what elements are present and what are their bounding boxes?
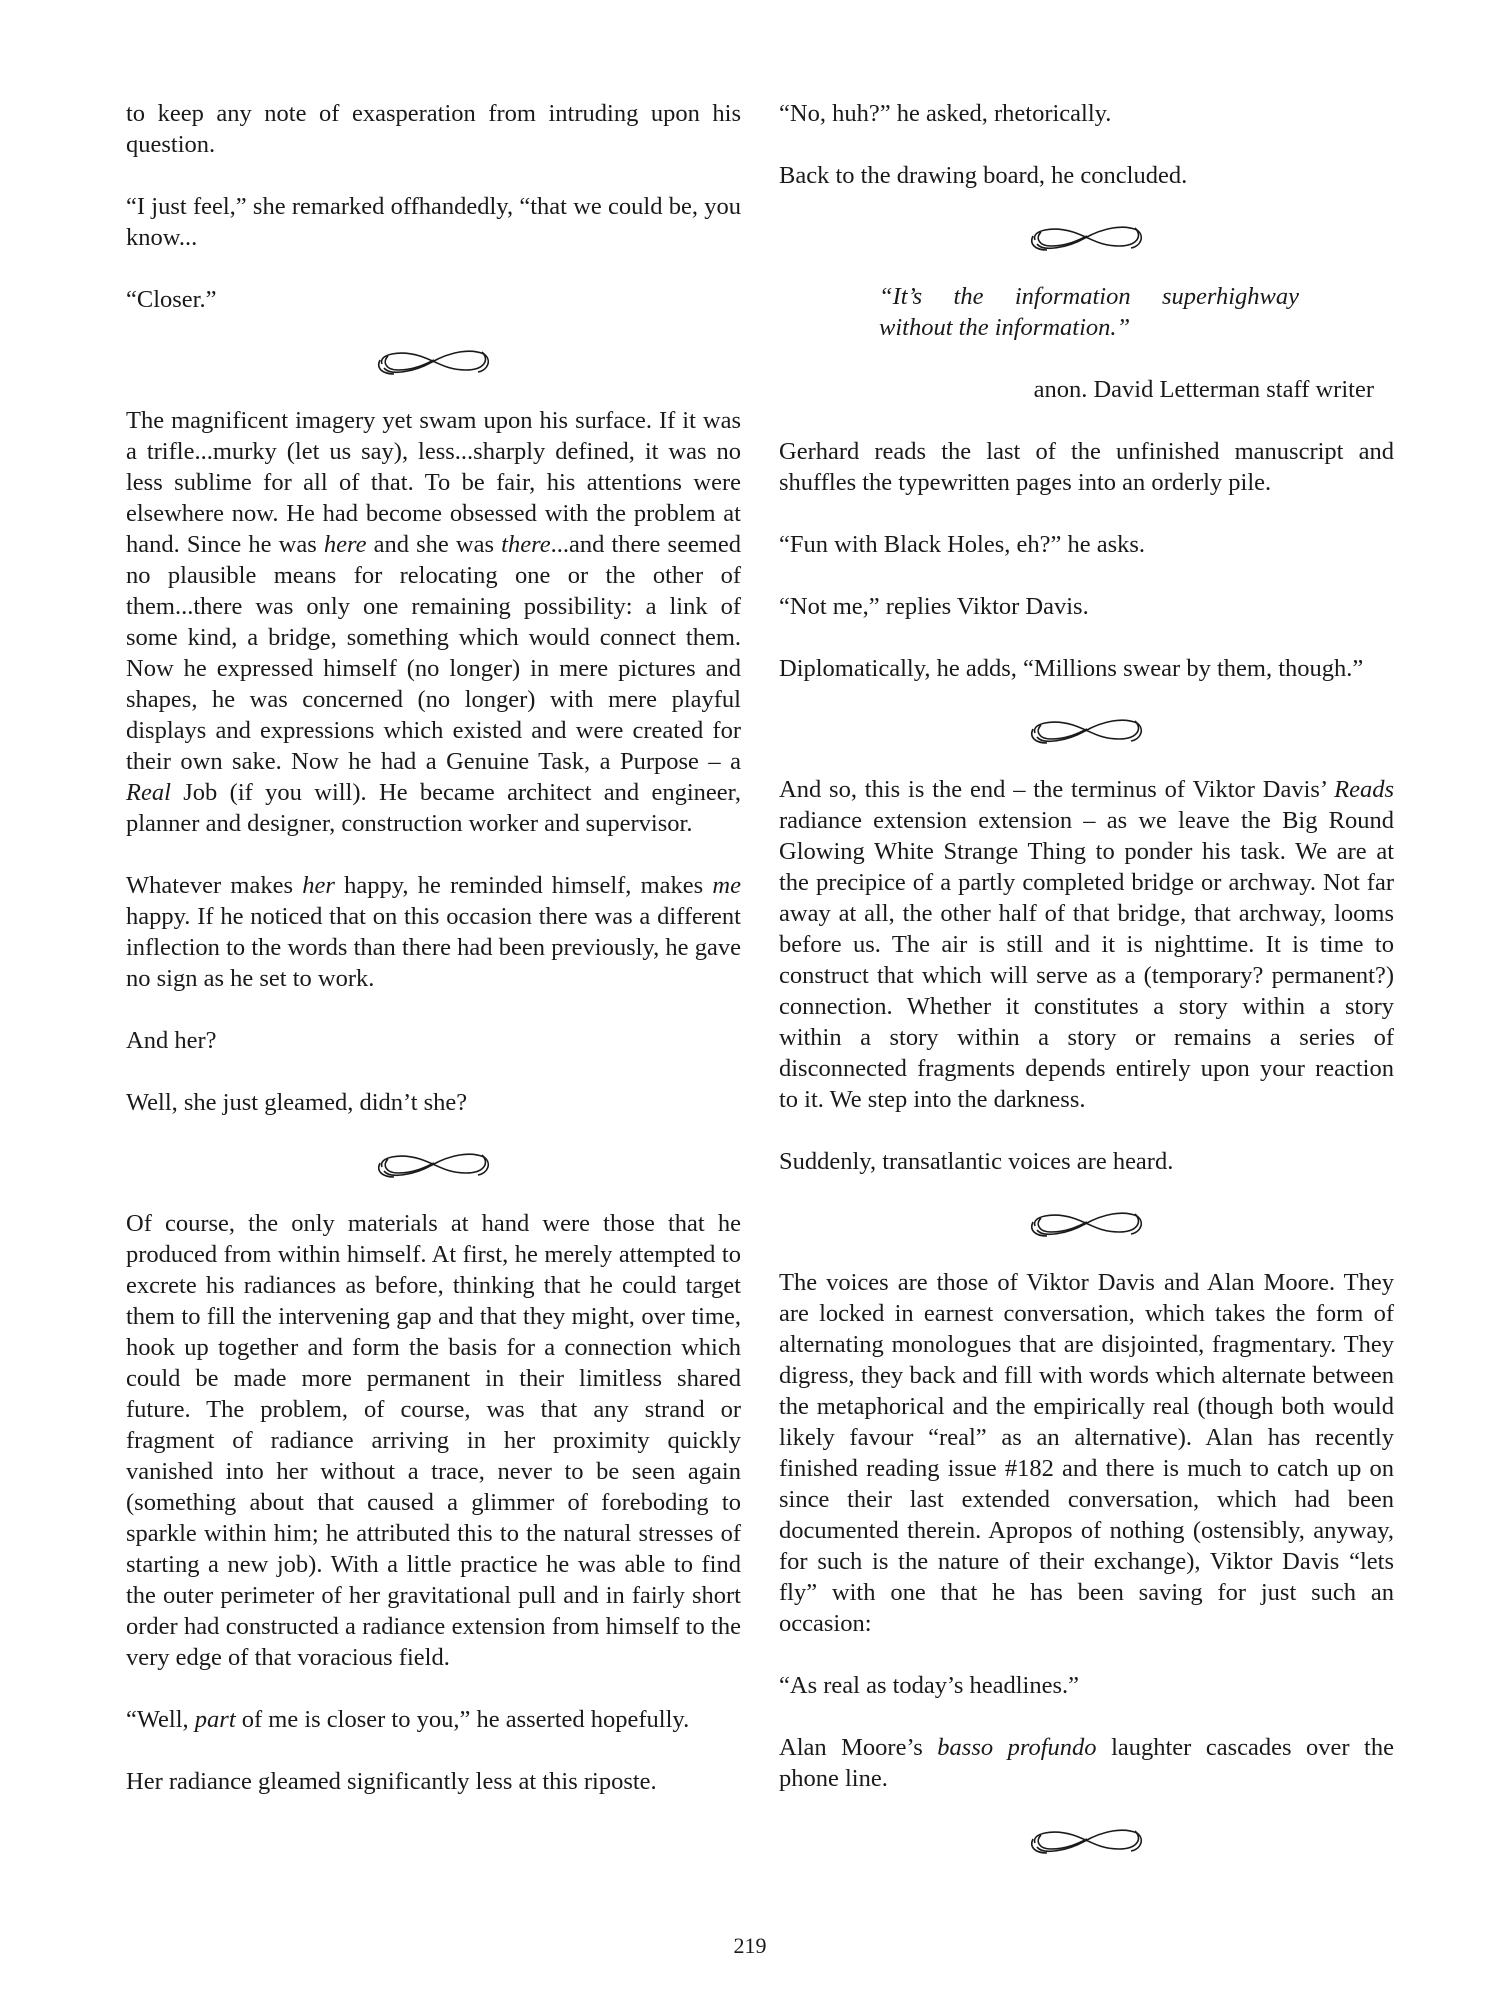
paragraph (126, 191, 741, 253)
text-run: ...and there seemed no plausible means for relocating one or the other of them...there was only one remaining possibility: a link of some kind, a bridge, something which would connect them. Now he expressed himself (no longer) in mere pictures and shapes, he was concerned (no longer) with mere playful displays and expressions which existed and were created for their own sake. Now he had a Genuine Task, a Purpose – a (126, 531, 741, 775)
text-run: “It’s the information superhighway without the information.” (879, 283, 1299, 341)
italic-text: there (501, 531, 551, 558)
ornament-divider-icon (374, 1145, 494, 1181)
text-run: Gerhard reads the last of the unfinished manuscript and shuffles the typewritten pages into an orderly pile. (779, 438, 1394, 496)
text-run: radiance extension extension – as we leave the Big Round Glowing White Strange Thing to ponder his task. We are at the precipice of a partly completed bridge or archway. Not far away at all, the other half of that bridge, that archway, looms before us. The air is still and it is nighttime. It is time to construct that which will serve as a (temporary? permanent?) connection. Whether it constitutes a story within a story within a story within a story or remains a series of disconnected fragments depends entirely upon your reaction to it. We step into the darkness. (779, 807, 1394, 1113)
paragraph (779, 1670, 1394, 1701)
paragraph (126, 1766, 741, 1797)
text-run: The magnificent imagery yet swam upon his surface. If it was a trifle...murky (let us say), less...sharply defined, it was no less sublime for all of that. To be fair, his attentions were elsewhere now. He had become obsessed with the problem at hand. Since he was (126, 407, 741, 558)
text-run: And so, this is the end – the terminus of Viktor Davis’ (779, 776, 1335, 803)
text-run: to keep any note of exasperation from intruding upon his question. (126, 100, 741, 158)
paragraph (126, 870, 741, 994)
italic-text: her (302, 872, 335, 899)
paragraph (126, 1208, 741, 1673)
text-run: and she was (366, 531, 502, 558)
ornament-divider-icon (1027, 711, 1147, 747)
epigraph-attribution (779, 374, 1374, 405)
paragraph (779, 436, 1394, 498)
paragraph (779, 1267, 1394, 1639)
paragraph (126, 1704, 741, 1735)
paragraph (779, 1146, 1394, 1177)
paragraph (779, 98, 1394, 129)
text-run: Back to the drawing board, he concluded. (779, 162, 1188, 189)
right-column (779, 98, 1394, 1884)
text-run: Diplomatically, he adds, “Millions swear by them, though.” (779, 655, 1364, 682)
text-run: Her radiance gleamed significantly less at this riposte. (126, 1768, 657, 1795)
italic-text: Real (126, 779, 171, 806)
ornament-divider-icon (1027, 218, 1147, 254)
text-run: Job (if you will). He became architect and engineer, planner and designer, construction worker and supervisor. (126, 779, 741, 837)
left-column (126, 98, 741, 1828)
paragraph (779, 160, 1394, 191)
italic-text: me (712, 872, 741, 899)
text-run: laughter cascades over the phone line. (779, 1734, 1394, 1792)
text-run: “As real as today’s headlines.” (779, 1672, 1080, 1699)
paragraph (779, 774, 1394, 1115)
paragraph (779, 1732, 1394, 1794)
text-run: “Not me,” replies Viktor Davis. (779, 593, 1089, 620)
text-run: happy. If he noticed that on this occasion there was a different inflection to the words than there had been previously, he gave no sign as he set to work. (126, 903, 741, 992)
text-run: anon. David Letterman staff writer (1033, 376, 1374, 403)
text-run: The voices are those of Viktor Davis and Alan Moore. They are locked in earnest conversation, which takes the form of alternating monologues that are disjointed, fragmentary. They digress, they back and fill with words which alternate between the metaphorical and the empirically real (though both would likely favour “real” as an alternative). Alan has recently finished reading issue #182 and there is much to catch up on since their last extended conversation, which had been documented therein. Apropos of nothing (ostensibly, anyway, for such is the nature of their exchange), Viktor Davis “lets fly” with one that he has been saving for just such an occasion: (779, 1269, 1394, 1637)
paragraph (126, 98, 741, 160)
paragraph (779, 529, 1394, 560)
text-run: Whatever makes (126, 872, 303, 899)
text-run: Suddenly, transatlantic voices are heard. (779, 1148, 1174, 1175)
paragraph (126, 284, 741, 315)
italic-text: basso profundo (937, 1734, 1097, 1761)
text-run: “I just feel,” she remarked offhandedly, “that we could be, you know... (126, 193, 741, 251)
text-run: “Well, (126, 1706, 195, 1733)
text-run: Well, she just gleamed, didn’t she? (126, 1089, 468, 1116)
ornament-divider-icon (374, 342, 494, 378)
text-run: “Closer.” (126, 286, 217, 313)
text-run: happy, he reminded himself, makes (334, 872, 713, 899)
ornament-divider-icon (1027, 1821, 1147, 1857)
paragraph (126, 1025, 741, 1056)
italic-text: part (194, 1706, 236, 1733)
text-run: “Fun with Black Holes, eh?” he asks. (779, 531, 1146, 558)
text-run: of me is closer to you,” he asserted hopefully. (235, 1706, 690, 1733)
ornament-divider-icon (1027, 1204, 1147, 1240)
paragraph (779, 591, 1394, 622)
paragraph (126, 405, 741, 839)
text-run: Of course, the only materials at hand were those that he produced from within himself. At first, he merely attempted to excrete his radiances as before, thinking that he could target them to fill the intervening gap and that they might, over time, hook up together and form the basis for a connection which could be made more permanent in their limitless shared future. The problem, of course, was that any strand or fragment of radiance arriving in her proximity quickly vanished into her without a trace, never to be seen again (something about that caused a glimmer of foreboding to sparkle within him; he attributed this to the natural stresses of starting a new job). With a little practice he was able to find the outer perimeter of her gravitational pull and in fairly short order had constructed a radiance extension from himself to the very edge of that voracious field. (126, 1210, 741, 1671)
paragraph (126, 1087, 741, 1118)
text-run: Alan Moore’s (779, 1734, 938, 1761)
text-run: And her? (126, 1027, 217, 1054)
page-number: 219 (733, 1933, 767, 1958)
italic-text: Reads (1334, 776, 1394, 803)
epigraph-quote (879, 281, 1299, 343)
italic-text: here (323, 531, 367, 558)
paragraph (779, 653, 1394, 684)
text-run: “No, huh?” he asked, rhetorically. (779, 100, 1112, 127)
